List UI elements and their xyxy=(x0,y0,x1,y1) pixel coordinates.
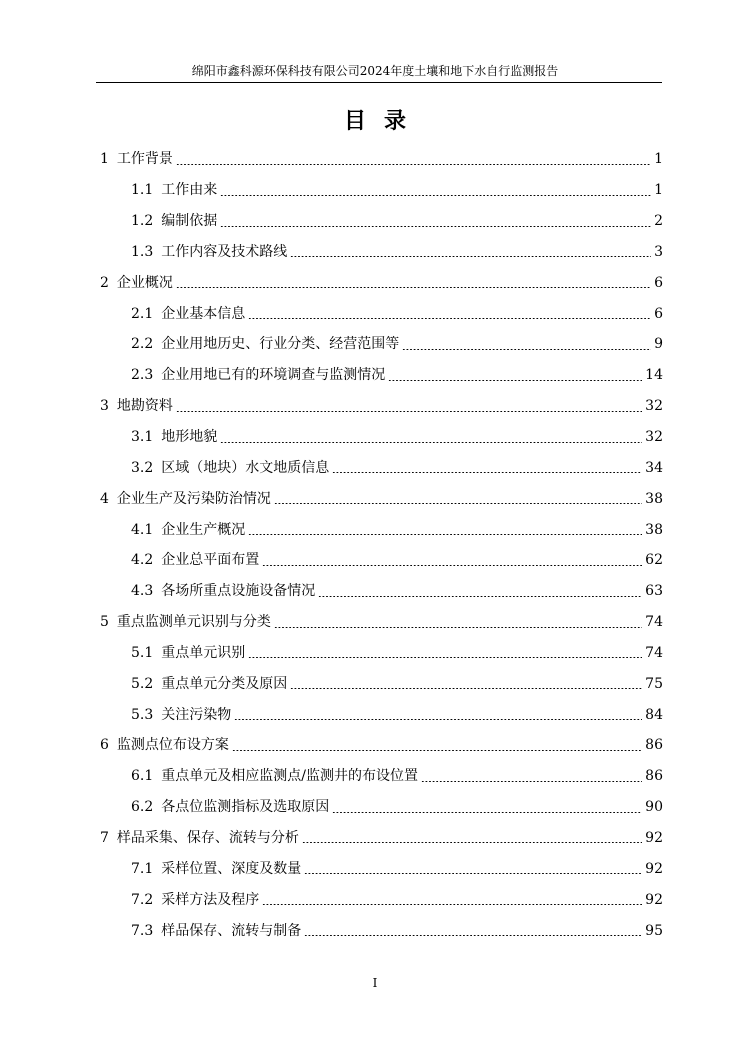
footer-page-number: I xyxy=(372,976,378,990)
toc-entry-number: 7.3 xyxy=(131,922,154,939)
toc-entry-title: 重点监测单元识别与分类 xyxy=(116,614,271,631)
toc-dot-leader xyxy=(220,195,651,196)
toc-dot-leader xyxy=(388,380,642,381)
toc-dot-leader xyxy=(332,812,642,813)
header-divider xyxy=(96,82,662,83)
toc-dot-leader xyxy=(176,287,651,288)
toc-entry-page: 92 xyxy=(645,860,663,877)
toc-dot-leader xyxy=(304,935,642,936)
toc-entry-title: 地勘资料 xyxy=(116,398,173,415)
toc-subsection-entry[interactable] xyxy=(100,175,663,206)
toc-entry-number: 2.2 xyxy=(131,336,154,353)
toc-dot-leader xyxy=(262,565,642,566)
toc-entry-title: 企业用地已有的环境调查与监测情况 xyxy=(161,367,386,384)
toc-entry-page: 38 xyxy=(645,521,663,538)
toc-entry-title: 采样方法及程序 xyxy=(161,891,260,908)
toc-section-entry[interactable] xyxy=(100,267,663,298)
toc-entry-title: 关注污染物 xyxy=(161,706,232,723)
page-header: 绵阳市鑫科源环保科技有限公司2024年度土壤和地下水自行监测报告 xyxy=(191,64,559,78)
toc-entry-page: 92 xyxy=(645,891,663,908)
toc-section-entry[interactable] xyxy=(100,607,663,638)
toc-entry-page: 74 xyxy=(645,644,663,661)
toc-title: 目录 xyxy=(343,108,424,134)
toc-entry-number: 2 xyxy=(100,274,109,291)
toc-entry-page: 2 xyxy=(654,213,663,230)
toc-entry-page: 32 xyxy=(645,429,663,446)
toc-entry-number: 6.1 xyxy=(131,768,154,785)
toc-entry-number: 7 xyxy=(100,829,109,846)
toc-subsection-entry[interactable] xyxy=(100,452,663,483)
toc-subsection-entry[interactable] xyxy=(100,915,663,946)
toc-dot-leader xyxy=(290,688,642,689)
toc-entry-title: 重点单元及相应监测点/监测井的布设位置 xyxy=(161,768,418,785)
toc-entry-title: 地形地貌 xyxy=(161,429,218,446)
toc-dot-leader xyxy=(176,164,651,165)
toc-entry-page: 95 xyxy=(645,922,663,939)
toc-entry-number: 1 xyxy=(100,151,109,168)
toc-dot-leader xyxy=(332,472,642,473)
toc-entry-page: 1 xyxy=(654,151,663,168)
toc-entry-page: 84 xyxy=(645,706,663,723)
toc-entry-number: 1.3 xyxy=(131,243,154,260)
toc-subsection-entry[interactable] xyxy=(100,545,663,576)
toc-entry-title: 编制依据 xyxy=(161,213,218,230)
toc-dot-leader xyxy=(290,256,651,257)
toc-entry-number: 4.1 xyxy=(131,521,154,538)
toc-dot-leader xyxy=(248,657,642,658)
toc-entry-title: 各点位监测指标及选取原因 xyxy=(161,799,330,816)
toc-entry-page: 62 xyxy=(645,552,663,569)
toc-entry-title: 采样位置、深度及数量 xyxy=(161,860,302,877)
toc-entry-page: 90 xyxy=(645,799,663,816)
toc-entry-page: 92 xyxy=(645,829,663,846)
toc-dot-leader xyxy=(274,627,642,628)
toc-entry-page: 38 xyxy=(645,490,663,507)
toc-dot-leader xyxy=(220,442,642,443)
toc-entry-title: 企业基本信息 xyxy=(161,305,246,322)
toc-subsection-entry[interactable] xyxy=(100,668,663,699)
toc-entry-title: 重点单元识别 xyxy=(161,644,246,661)
toc-subsection-entry[interactable] xyxy=(100,576,663,607)
toc-entry-title: 企业总平面布置 xyxy=(161,552,260,569)
toc-entry-number: 4.2 xyxy=(131,552,154,569)
toc-entry-number: 2.3 xyxy=(131,367,154,384)
toc-entry-page: 86 xyxy=(645,737,663,754)
toc-subsection-entry[interactable] xyxy=(100,206,663,237)
toc-entry-title: 工作背景 xyxy=(116,151,173,168)
toc-entry-page: 34 xyxy=(645,459,663,476)
toc-entry-page: 6 xyxy=(654,305,663,322)
toc-entry-title: 样品采集、保存、流转与分析 xyxy=(116,829,299,846)
toc-entry-title: 企业生产及污染防治情况 xyxy=(116,490,271,507)
toc-subsection-entry[interactable] xyxy=(100,792,663,823)
toc-entry-number: 3.2 xyxy=(131,459,154,476)
toc-entry-number: 7.2 xyxy=(131,891,154,908)
toc-subsection-entry[interactable] xyxy=(100,360,663,391)
toc-dot-leader xyxy=(234,719,642,720)
toc-entry-page: 14 xyxy=(645,367,663,384)
toc-entry-title: 工作由来 xyxy=(161,182,218,199)
toc-entry-number: 6.2 xyxy=(131,799,154,816)
toc-section-entry[interactable] xyxy=(100,730,663,761)
toc-subsection-entry[interactable] xyxy=(100,329,663,360)
toc-entry-number: 2.1 xyxy=(131,305,154,322)
toc-section-entry[interactable] xyxy=(100,391,663,422)
toc-dot-leader xyxy=(421,781,642,782)
toc-dot-leader xyxy=(176,411,642,412)
toc-entry-page: 74 xyxy=(645,614,663,631)
toc-entry-title: 各场所重点设施设备情况 xyxy=(161,583,316,600)
toc-dot-leader xyxy=(274,503,642,504)
toc-entry-title: 样品保存、流转与制备 xyxy=(161,922,302,939)
toc-entry-title: 监测点位布设方案 xyxy=(116,737,229,754)
toc-subsection-entry[interactable] xyxy=(100,853,663,884)
toc-subsection-entry[interactable] xyxy=(100,422,663,453)
toc-dot-leader xyxy=(248,318,651,319)
toc-section-entry[interactable] xyxy=(100,144,663,175)
toc-entry-title: 企业生产概况 xyxy=(161,521,246,538)
toc-entry-page: 86 xyxy=(645,768,663,785)
toc-entry-page: 9 xyxy=(654,336,663,353)
toc-entry-number: 4.3 xyxy=(131,583,154,600)
toc-entry-title: 工作内容及技术路线 xyxy=(161,243,288,260)
toc-entry-number: 3.1 xyxy=(131,429,154,446)
toc-entry-page: 32 xyxy=(645,398,663,415)
toc-section-entry[interactable] xyxy=(100,823,663,854)
toc-entry-page: 3 xyxy=(654,243,663,260)
toc-entry-number: 6 xyxy=(100,737,109,754)
toc-dot-leader xyxy=(402,349,651,350)
toc-entry-page: 6 xyxy=(654,274,663,291)
toc-entry-number: 1.1 xyxy=(131,182,154,199)
toc-dot-leader xyxy=(248,534,642,535)
toc-subsection-entry[interactable] xyxy=(100,884,663,915)
toc-entry-number: 5.1 xyxy=(131,644,154,661)
toc-subsection-entry[interactable] xyxy=(100,699,663,730)
toc-subsection-entry[interactable] xyxy=(100,761,663,792)
toc-entry-title: 区域（地块）水文地质信息 xyxy=(161,459,330,476)
toc-entry-number: 1.2 xyxy=(131,213,154,230)
toc-subsection-entry[interactable] xyxy=(100,514,663,545)
toc-dot-leader xyxy=(262,904,642,905)
toc-dot-leader xyxy=(232,750,642,751)
toc-entry-number: 4 xyxy=(100,490,109,507)
toc-dot-leader xyxy=(318,596,642,597)
toc-subsection-entry[interactable] xyxy=(100,298,663,329)
toc-entry-number: 5 xyxy=(100,614,109,631)
toc-subsection-entry[interactable] xyxy=(100,237,663,268)
toc-dot-leader xyxy=(302,842,642,843)
toc-entry-title: 重点单元分类及原因 xyxy=(161,675,288,692)
table-of-contents xyxy=(100,144,663,946)
toc-entry-page: 63 xyxy=(645,583,663,600)
toc-entry-title: 企业概况 xyxy=(116,274,173,291)
toc-entry-number: 3 xyxy=(100,398,109,415)
toc-dot-leader xyxy=(220,226,651,227)
toc-entry-number: 5.3 xyxy=(131,706,154,723)
toc-section-entry[interactable] xyxy=(100,483,663,514)
toc-dot-leader xyxy=(304,873,642,874)
toc-entry-number: 5.2 xyxy=(131,675,154,692)
toc-entry-title: 企业用地历史、行业分类、经营范围等 xyxy=(161,336,400,353)
toc-subsection-entry[interactable] xyxy=(100,638,663,669)
toc-entry-page: 1 xyxy=(654,182,663,199)
toc-entry-number: 7.1 xyxy=(131,860,154,877)
toc-entry-page: 75 xyxy=(645,675,663,692)
